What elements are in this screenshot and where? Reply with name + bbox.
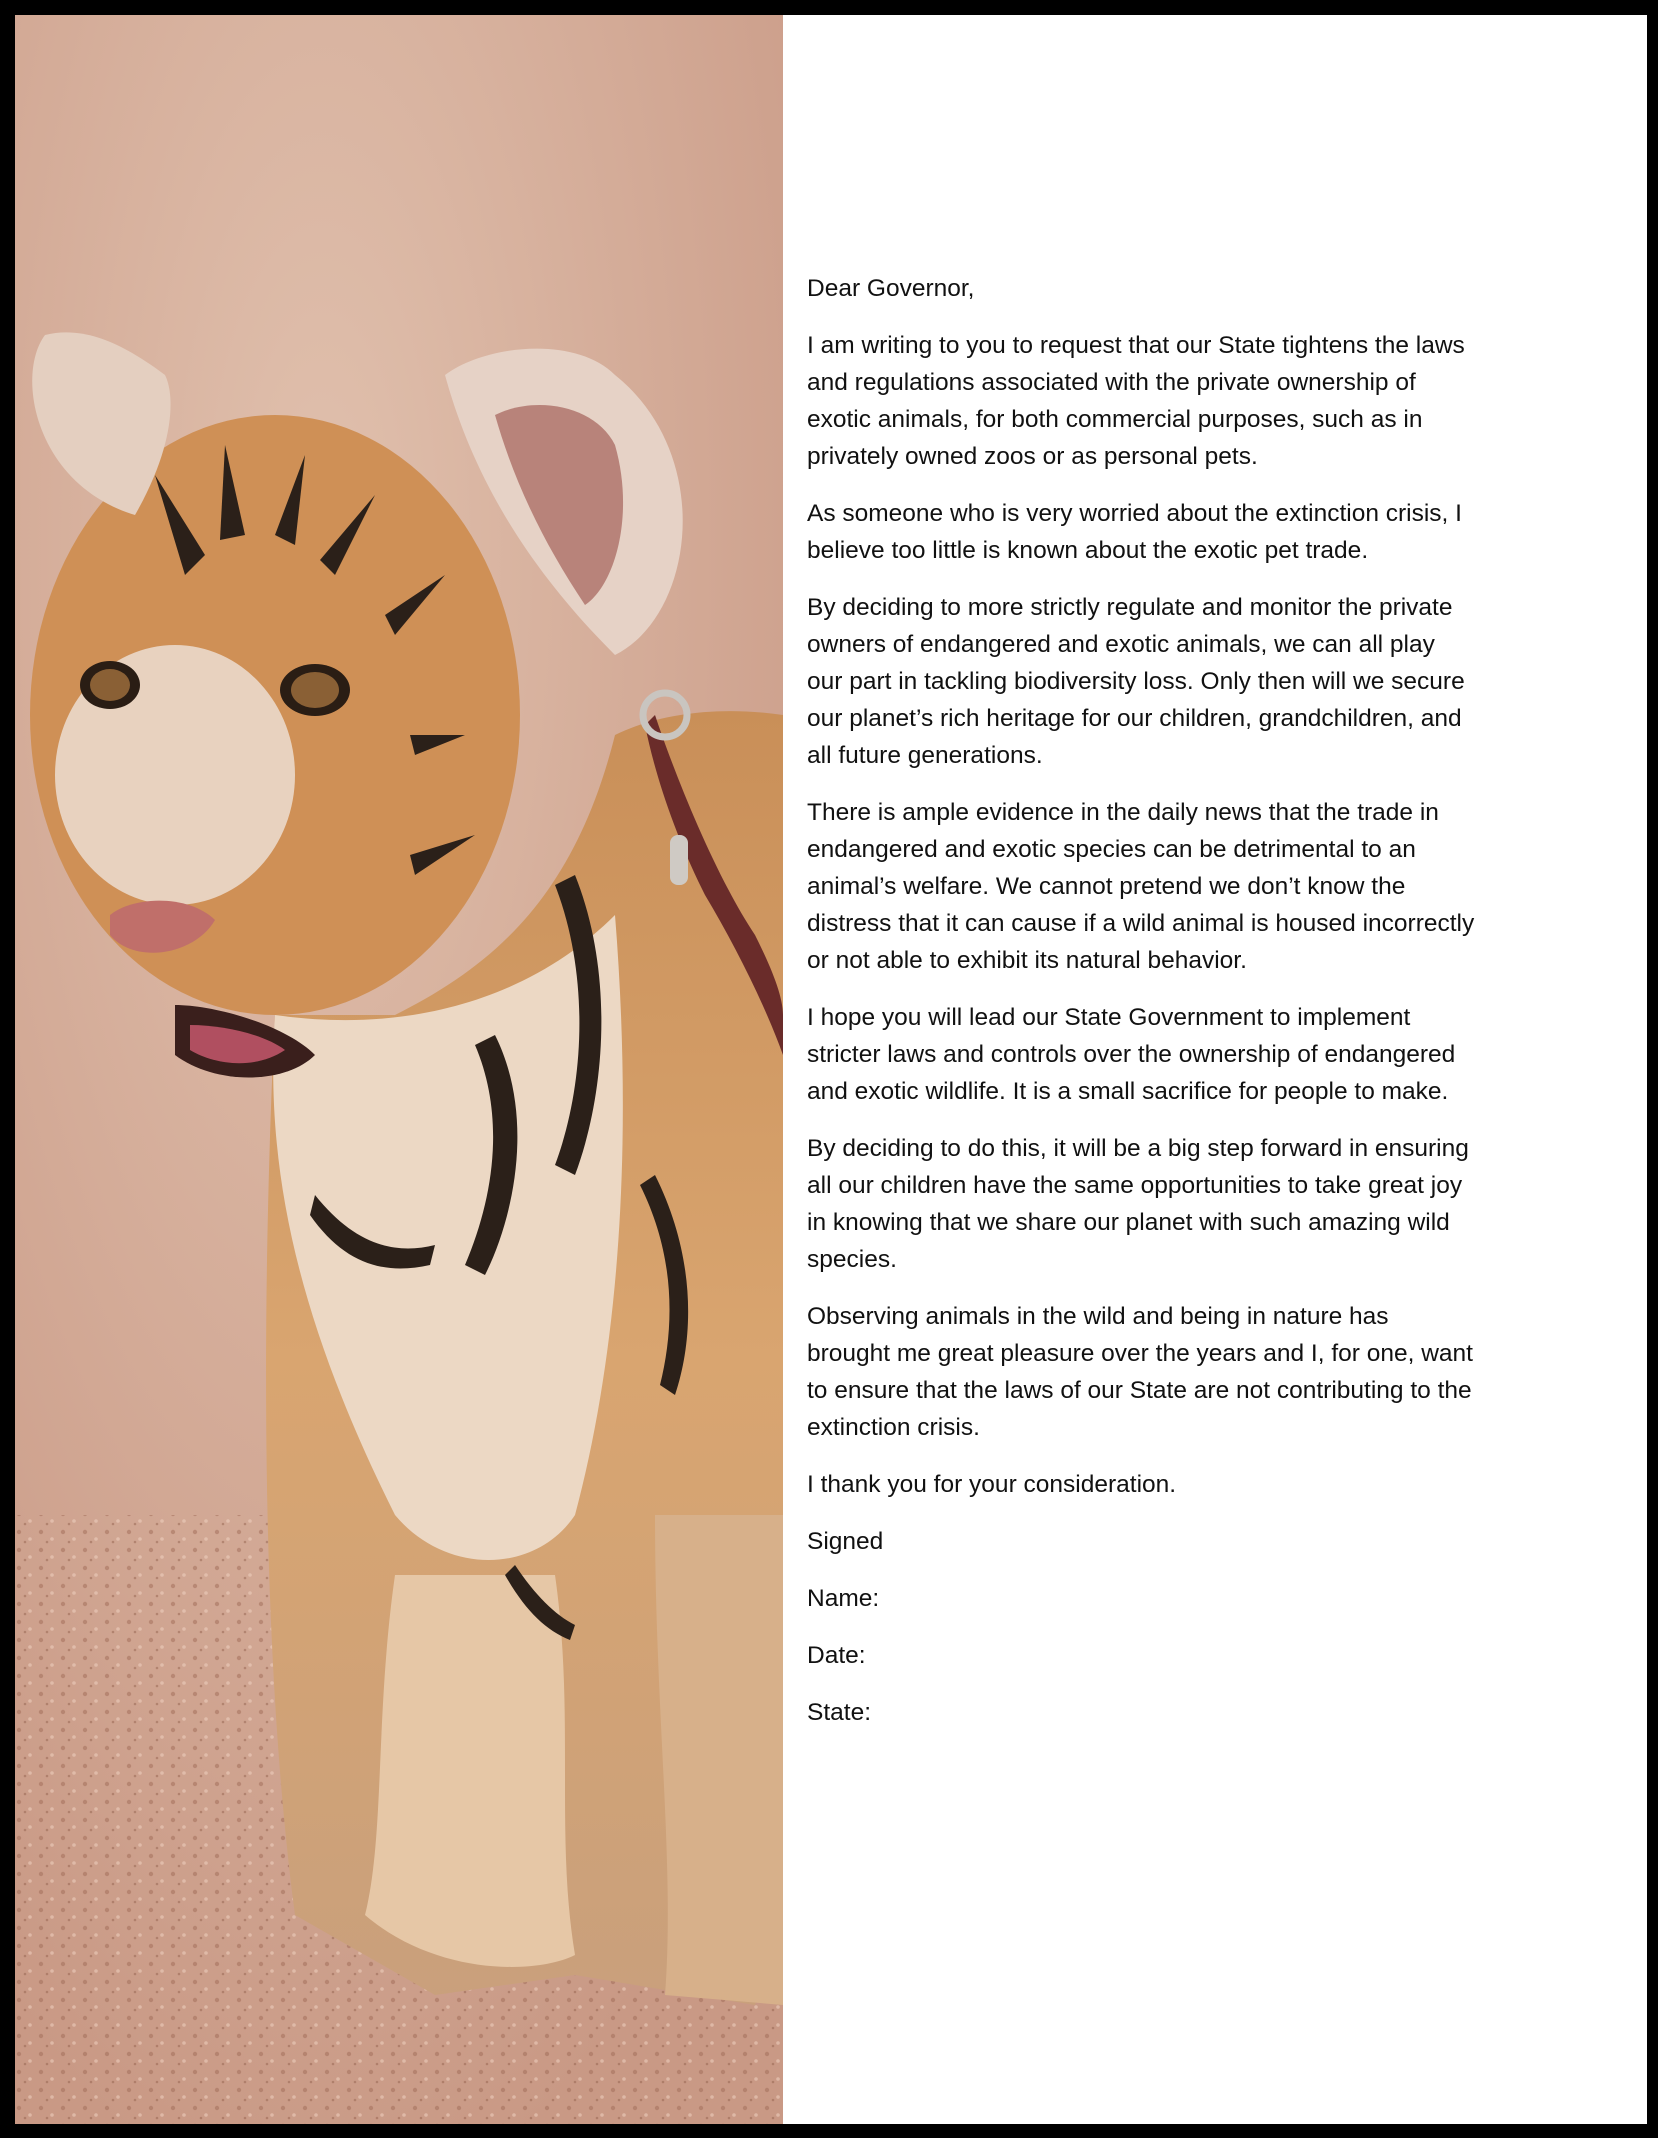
- name-label: Name:: [807, 1585, 880, 1612]
- state-label: State:: [807, 1699, 872, 1726]
- date-label: Date:: [807, 1642, 866, 1669]
- closing: I thank you for your consideration.: [807, 1471, 1177, 1498]
- paragraph-7: Observing animals in the wild and being in nature has brought me great pleasure over the years and I, for one, want to ensure that the laws of our State are not contributing to the extinction crisis.: [807, 1303, 1473, 1441]
- paragraph-1: I am writing to you to request that our State tightens the laws and regulations associated with the private ownership of exotic animals, for both commercial purposes, such as in privately owned zoos or as personal pets.: [807, 332, 1465, 470]
- tiger-cub-photo: [15, 15, 783, 2124]
- paragraph-6: By deciding to do this, it will be a big step forward in ensuring all our children have the same opportunities to take great joy in knowing that we share our planet with such amazing wild species.: [807, 1135, 1469, 1273]
- paragraph-5: I hope you will lead our State Government to implement stricter laws and controls over the ownership of endangered and exotic wildlife. It is a small sacrifice for people to make.: [807, 1004, 1456, 1105]
- salutation: Dear Governor,: [807, 275, 975, 302]
- paragraph-3: By deciding to more strictly regulate and monitor the private owners of endangered and exotic animals, we can all play our part in tackling biodiversity loss. Only then will we secure our planet’s rich heritage for our children, grandchildren, and all future generations.: [807, 594, 1465, 769]
- letter-body: [807, 270, 1477, 1751]
- paragraph-2: As someone who is very worried about the extinction crisis, I believe too little is known about the exotic pet trade.: [807, 500, 1462, 564]
- paragraph-4: There is ample evidence in the daily news that the trade in endangered and exotic species can be detrimental to an animal’s welfare. We cannot pretend we don’t know the distress that it can cause if a wild animal is housed incorrectly or not able to exhibit its natural behavior.: [807, 799, 1475, 974]
- signed-label: Signed: [807, 1528, 884, 1555]
- letter-page: [15, 15, 1647, 2124]
- tiger-cub-illustration: [15, 15, 783, 2124]
